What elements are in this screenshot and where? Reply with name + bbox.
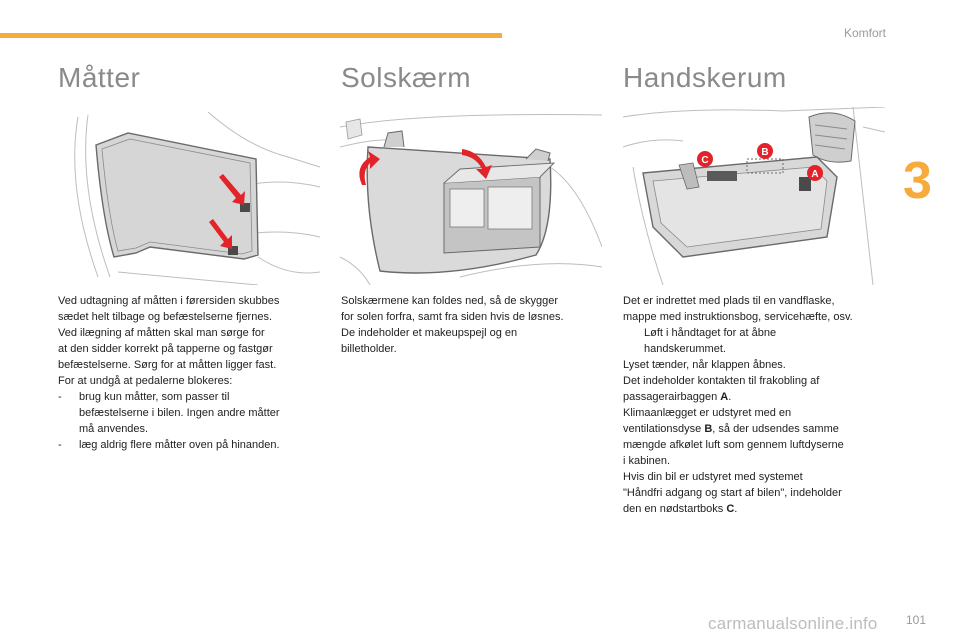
text-line: må anvendes. (79, 423, 149, 435)
list-marker: - (58, 391, 62, 403)
ref-b: B (704, 423, 713, 435)
text-line: Det er indrettet med plads til en vandflaske, (623, 295, 835, 307)
matter-text (58, 293, 323, 453)
text-line: for solen forfra, samt fra siden hvis de løsnes. (341, 311, 564, 323)
text-line: "Håndfri adgang og start af bilen", indeholder (623, 487, 842, 499)
airbag-switch (799, 177, 811, 191)
section-label: Komfort (843, 26, 886, 40)
text-line: Lyset tænder, når klappen åbnes. (623, 359, 786, 371)
list-item (58, 389, 323, 437)
text-line: De indeholder et makeupspejl og en (341, 327, 518, 339)
text-fragment: ventilationsdyse (623, 423, 705, 435)
text-line (623, 389, 893, 405)
ref-a: A (720, 391, 729, 403)
text-fragment: . (734, 503, 738, 515)
text-line: at den sidder korrekt på tapperne og fastgør (58, 343, 273, 355)
heading-solskaerm: Solskærm (341, 62, 472, 93)
floor-mat-shape (96, 133, 258, 259)
floor-mat-illustration (58, 107, 320, 285)
callout-b: B (761, 147, 769, 158)
text-line: Solskærmene kan foldes ned, så de skygger (341, 295, 559, 307)
text-fragment: , så der udsendes samme (712, 423, 839, 435)
text-fragment: . (728, 391, 732, 403)
text-line: mappe med instruktionsbog, servicehæfte, osv. (623, 311, 853, 323)
emergency-start-box (707, 171, 737, 181)
text-fragment: den en nødstartboks (623, 503, 727, 515)
watermark: carmanualsonline.info (708, 614, 878, 633)
text-line: mængde afkølet luft som gennem luftdyserne (623, 439, 844, 451)
text-line: befæstelserne i bilen. Ingen andre måtter (79, 407, 280, 419)
handskerum-text (623, 293, 893, 517)
sun-visor-drawing (340, 107, 602, 285)
floor-mat-drawing (58, 107, 320, 285)
text-line: Løft i håndtaget for at åbne (644, 327, 777, 339)
text-line: læg aldrig flere måtter oven på hinanden. (79, 439, 280, 451)
text-line: Klimaanlægget er udstyret med en (623, 407, 792, 419)
heading-matter: Måtter (58, 62, 141, 93)
text-line: brug kun måtter, som passer til (79, 391, 230, 403)
accent-bar (0, 33, 502, 38)
text-line: For at undgå at pedalerne blokeres: (58, 375, 233, 387)
text-line: Ved ilægning af måtten skal man sørge for (58, 327, 265, 339)
sun-visor-illustration (340, 107, 602, 285)
text-line: Ved udtagning af måtten i førersiden skubbes (58, 295, 280, 307)
text-line (623, 501, 893, 517)
text-line: Hvis din bil er udstyret med systemet (623, 471, 803, 483)
solskaerm-text (341, 293, 606, 357)
text-line: i kabinen. (623, 455, 671, 467)
text-line: sædet helt tilbage og befæstelserne fjernes. (58, 311, 273, 323)
text-line: befæstelserne. Sørg for at måtten ligger fast. (58, 359, 277, 371)
heading-handskerum: Handskerum (623, 62, 787, 93)
text-line: Det indeholder kontakten til frakobling af (623, 375, 820, 387)
list-item (58, 437, 323, 453)
list-item (623, 325, 893, 357)
list-marker: - (58, 439, 62, 451)
text-line: handskerummet. (644, 343, 726, 355)
glovebox-drawing (623, 107, 885, 285)
page-number: 101 (905, 613, 926, 627)
callout-a: A (811, 169, 819, 180)
text-line (623, 421, 893, 437)
callout-c: C (701, 155, 709, 166)
chapter-number: 3 (903, 152, 932, 210)
ref-c: C (726, 503, 735, 515)
text-fragment: passagerairbaggen (623, 391, 721, 403)
text-line: billetholder. (341, 343, 397, 355)
glovebox-illustration (623, 107, 885, 285)
